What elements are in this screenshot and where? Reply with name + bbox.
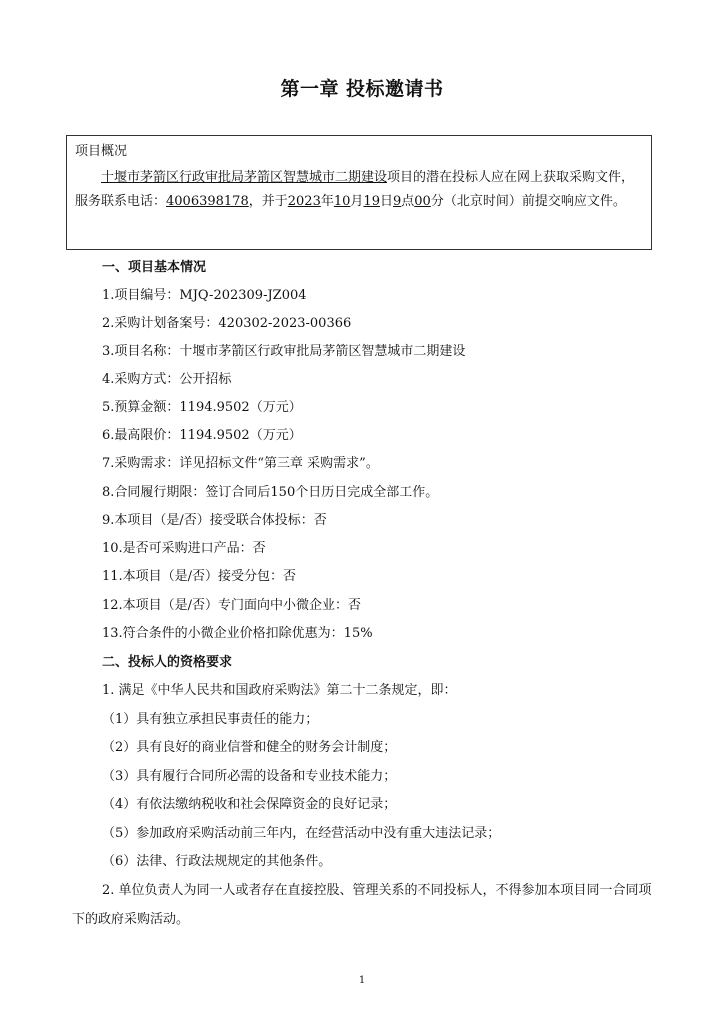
basic-info-item: 6.最高限价：1194.9502（万元） bbox=[102, 428, 302, 443]
basic-info-item: 12.本项目（是/否）专门面向中小微企业：否 bbox=[102, 598, 362, 613]
section2-heading: 二、投标人的资格要求 bbox=[102, 655, 233, 670]
year-unit: 年 bbox=[320, 194, 334, 209]
basic-info-item: 7.采购需求：详见招标文件“第三章 采购需求”。 bbox=[102, 456, 379, 471]
deadline-minute: 00 bbox=[414, 194, 431, 209]
overview-text-end: 分（北京时间）前提交响应文件。 bbox=[430, 194, 626, 209]
deadline-month: 10 bbox=[333, 194, 351, 209]
basic-info-item: 5.预算金额：1194.9502（万元） bbox=[102, 400, 302, 415]
project-overview-box bbox=[66, 135, 652, 250]
page-number: 1 bbox=[358, 975, 366, 986]
project-name: 十堰市茅箭区行政审批局茅箭区智慧城市二期建设 bbox=[101, 170, 388, 185]
overview-text bbox=[75, 166, 643, 214]
qualification-item: （1）具有独立承担民事责任的能力； bbox=[102, 712, 319, 727]
basic-info-item: 13.符合条件的小微企业价格扣除优惠为：15% bbox=[102, 626, 373, 641]
service-phone: 4006398178 bbox=[166, 194, 249, 209]
hour-unit: 点 bbox=[401, 194, 415, 209]
overview-label: 项目概况 bbox=[75, 144, 128, 159]
basic-info-item: 10.是否可采购进口产品：否 bbox=[102, 541, 266, 556]
overview-text-part2: ，并于 bbox=[248, 194, 288, 209]
basic-info-item: 1.项目编号：MJQ-202309-JZ004 bbox=[102, 288, 307, 303]
qualification-item: （3）具有履行合同所必需的设备和专业技术能力； bbox=[102, 769, 397, 784]
basic-info-item: 8.合同履行期限：签订合同后150个日历日完成全部工作。 bbox=[102, 485, 439, 500]
qualification-item: （4）有依法缴纳税收和社会保障资金的良好记录； bbox=[102, 797, 397, 812]
day-unit: 日 bbox=[379, 194, 393, 209]
basic-info-item: 3.项目名称：十堰市茅箭区行政审批局茅箭区智慧城市二期建设 bbox=[102, 344, 466, 359]
section1-heading: 一、项目基本情况 bbox=[102, 260, 207, 275]
deadline-year: 2023 bbox=[287, 194, 321, 209]
overview-text-part1: 项目的潜在投标人应在网上获取采购文件，服务联系电话： bbox=[75, 170, 635, 209]
basic-info-item: 4.采购方式：公开招标 bbox=[102, 372, 232, 387]
deadline-day: 19 bbox=[363, 194, 380, 209]
qualification-item: 1. 满足《中华人民共和国政府采购法》第二十二条规定，即： bbox=[102, 683, 457, 698]
month-unit: 月 bbox=[350, 194, 364, 209]
basic-info-item: 2.采购计划备案号：420302-2023-00366 bbox=[102, 316, 352, 331]
qualification-item: （5）参加政府采购活动前三年内，在经营活动中没有重大违法记录； bbox=[102, 826, 501, 841]
basic-info-item: 9.本项目（是/否）接受联合体投标：否 bbox=[102, 513, 327, 528]
qualification-item: （6）法律、行政法规规定的其他条件。 bbox=[102, 854, 332, 869]
basic-info-item: 11.本项目（是/否）接受分包：否 bbox=[102, 569, 297, 584]
qualification-paragraph-2: 2. 单位负责人为同一人或者存在直接控股、管理关系的不同投标人，不得参加本项目同一合同项下的政府采购活动。 bbox=[72, 883, 652, 927]
chapter-title: 第一章 投标邀请书 bbox=[280, 78, 444, 100]
deadline-hour: 9 bbox=[392, 194, 402, 209]
qualification-item: （2）具有良好的商业信誉和健全的财务会计制度； bbox=[102, 740, 397, 755]
